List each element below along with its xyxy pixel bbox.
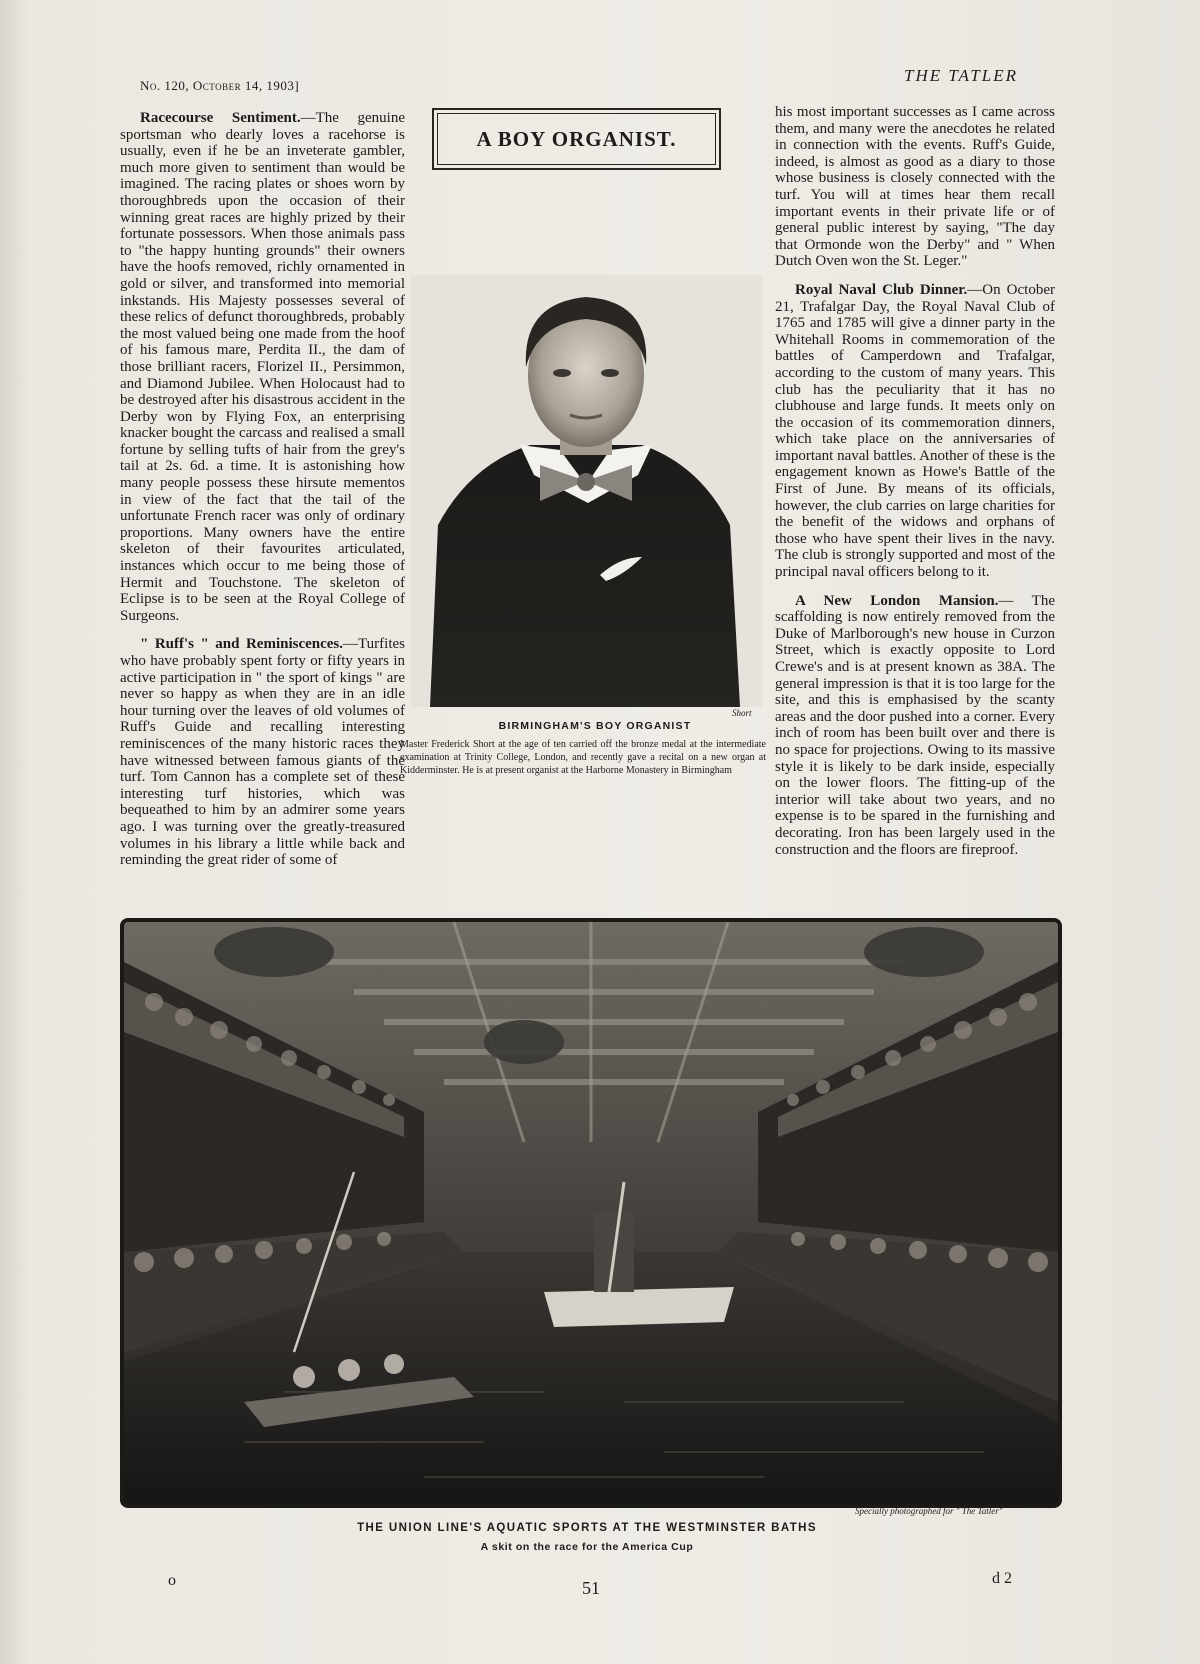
aquatic-sports-illustration <box>124 922 1058 1504</box>
paragraph-naval-club <box>775 282 1055 581</box>
paragraph-text: his most important successes as I came across them, and many were the anecdotes he related in connection with the events. Ruff's Guide, indeed, is almost as good as a diary to those whose business is closely connected with the turf. You will at times hear them recall important events in their private life or of general public interest by saying, "The day that Ormonde won the Derby" and " When Dutch Oven won the St. Leger." <box>775 104 1055 270</box>
magazine-title: THE TATLER <box>904 66 1018 85</box>
portrait-caption-title: BIRMINGHAM'S BOY ORGANIST <box>498 720 692 732</box>
boy-organist-portrait <box>410 275 762 707</box>
paragraph-text: —On October 21, Trafalgar Day, the Royal Naval Club of 1765 and 1785 will give a dinner party in the Whitehall Rooms in commemoration of the battles of Camperdown and Trafalgar, according to the custom of many years. This club has the peculiarity that it has no clubhouse and large funds. It meets only on the occasion of its commemoration dinners, which take place on the anniversaries of important naval battles. Another of these is the engagement known as Howe's Battle of the First of June. By means of its officials, however, the club carries on large charities for the benefit of the widows and orphans of those who have spent their lives in the navy. The club is strongly supported and most of the principal naval officers belong to it. <box>775 281 1055 581</box>
article-title-box <box>432 108 721 170</box>
paragraph-text: — The scaffolding is now entirely removed from the Duke of Marlborough's new house in Curzon Street, which is exactly opposite to Lord Crewe's and is at present known as 38A. The general impression is that it is too large for the site, and this is emphasised by the scanty areas and the door pushed into a corner. Every inch of room has been built over and there is no space for projections. Owing to its massive style it is likely to be dark inside, especially on the lower floors. The fitting-up of the interior will take about two years, and no expense is to be spared in the furnishing and decorating. Iron has been largely used in the construction and the floors are fireproof. <box>775 592 1055 858</box>
paragraph-lead: Royal Naval Club Dinner. <box>795 281 968 298</box>
issue-line: No. 120, October 14, 1903] <box>140 78 300 93</box>
left-column <box>120 110 405 881</box>
article-title: A BOY ORGANIST. <box>476 126 677 151</box>
paragraph-continued <box>775 104 1055 270</box>
page-number: 51 <box>582 1578 600 1598</box>
paragraph-ruffs <box>120 636 405 868</box>
right-column <box>775 104 1055 870</box>
photo-caption-title: THE UNION LINE'S AQUATIC SPORTS AT THE WESTMINSTER BATHS <box>357 1522 817 1534</box>
paragraph-racecourse <box>120 110 405 624</box>
portrait-caption: Master Frederick Short at the age of ten carried off the bronze medal at the intermediate examination at Trinity College, London, and recently gave a recital on a new organ at Kidderminster. He is at present organist at the Harborne Monastery in Birmingham <box>400 739 766 776</box>
paragraph-lead: " Ruff's " and Reminiscences. <box>140 636 344 653</box>
photo-caption-subtitle: A skit on the race for the America Cup <box>480 1541 694 1553</box>
aquatic-sports-photo <box>120 918 1062 1508</box>
portrait-credit: Short <box>732 708 752 718</box>
paragraph-mansion <box>775 593 1055 859</box>
paragraph-text: —The genuine sportsman who dearly loves a racehorse is usually, even if he be an inveterate gambler, much more given to sentiment than would be imagined. The racing plates or shoes worn by thoroughbreds upon the occasion of their winning great races are highly prized by their fortunate possessors. When those animals pass to "the happy hunting grounds" their owners have the hoofs removed, richly ornamented in gold or silver, and transformed into memorial inkstands. His Majesty possesses several of these relics of defunct thoroughbreds, probably the most valued being one made from the hoof of his famous mare, Perdita II., the dam of those brilliant racers, Florizel II., Persimmon, and Diamond Jubilee. When Holocaust had to be destroyed after his disastrous accident in the Derby won by Flying Fox, an enterprising knacker bought the carcass and realised a small fortune by selling tufts of hair from the grey's tail at 2s. 6d. a time. It is astonishing how many people possess these hirsute mementos in view of the fact that the tail of the unfortunate French racer was only of ordinary proportions. Many owners have the entire skeleton of their favourites articulated, instances which occur to me being those of Hermit and Touchstone. The skeleton of Eclipse is to be seen at the Royal College of Surgeons. <box>120 110 405 624</box>
paragraph-lead: A New London Mansion. <box>795 592 999 609</box>
signature-mark: d 2 <box>992 1570 1012 1587</box>
footer-mark-left: o <box>168 1572 176 1589</box>
photo-credit: Specially photographed for " The Tatler" <box>855 1506 1003 1516</box>
paragraph-text: —Turfites who have probably spent forty or fifty years in active participation in " the sport of kings " are never so happy as when they are in an idle hour turning over the leaves of old volumes of Ruff's Guide and recalling interesting reminiscences of the many historic races they have witnessed between famous giants of the turf. Tom Cannon has a complete set of these interesting turf histories, which was bequeathed to him by an admirer some years ago. I was turning over the greatly-treasured volumes in his library a little while back and reminding the great rider of some of <box>120 636 405 869</box>
portrait-illustration <box>410 275 762 707</box>
paragraph-lead: Racecourse Sentiment. <box>140 110 301 126</box>
